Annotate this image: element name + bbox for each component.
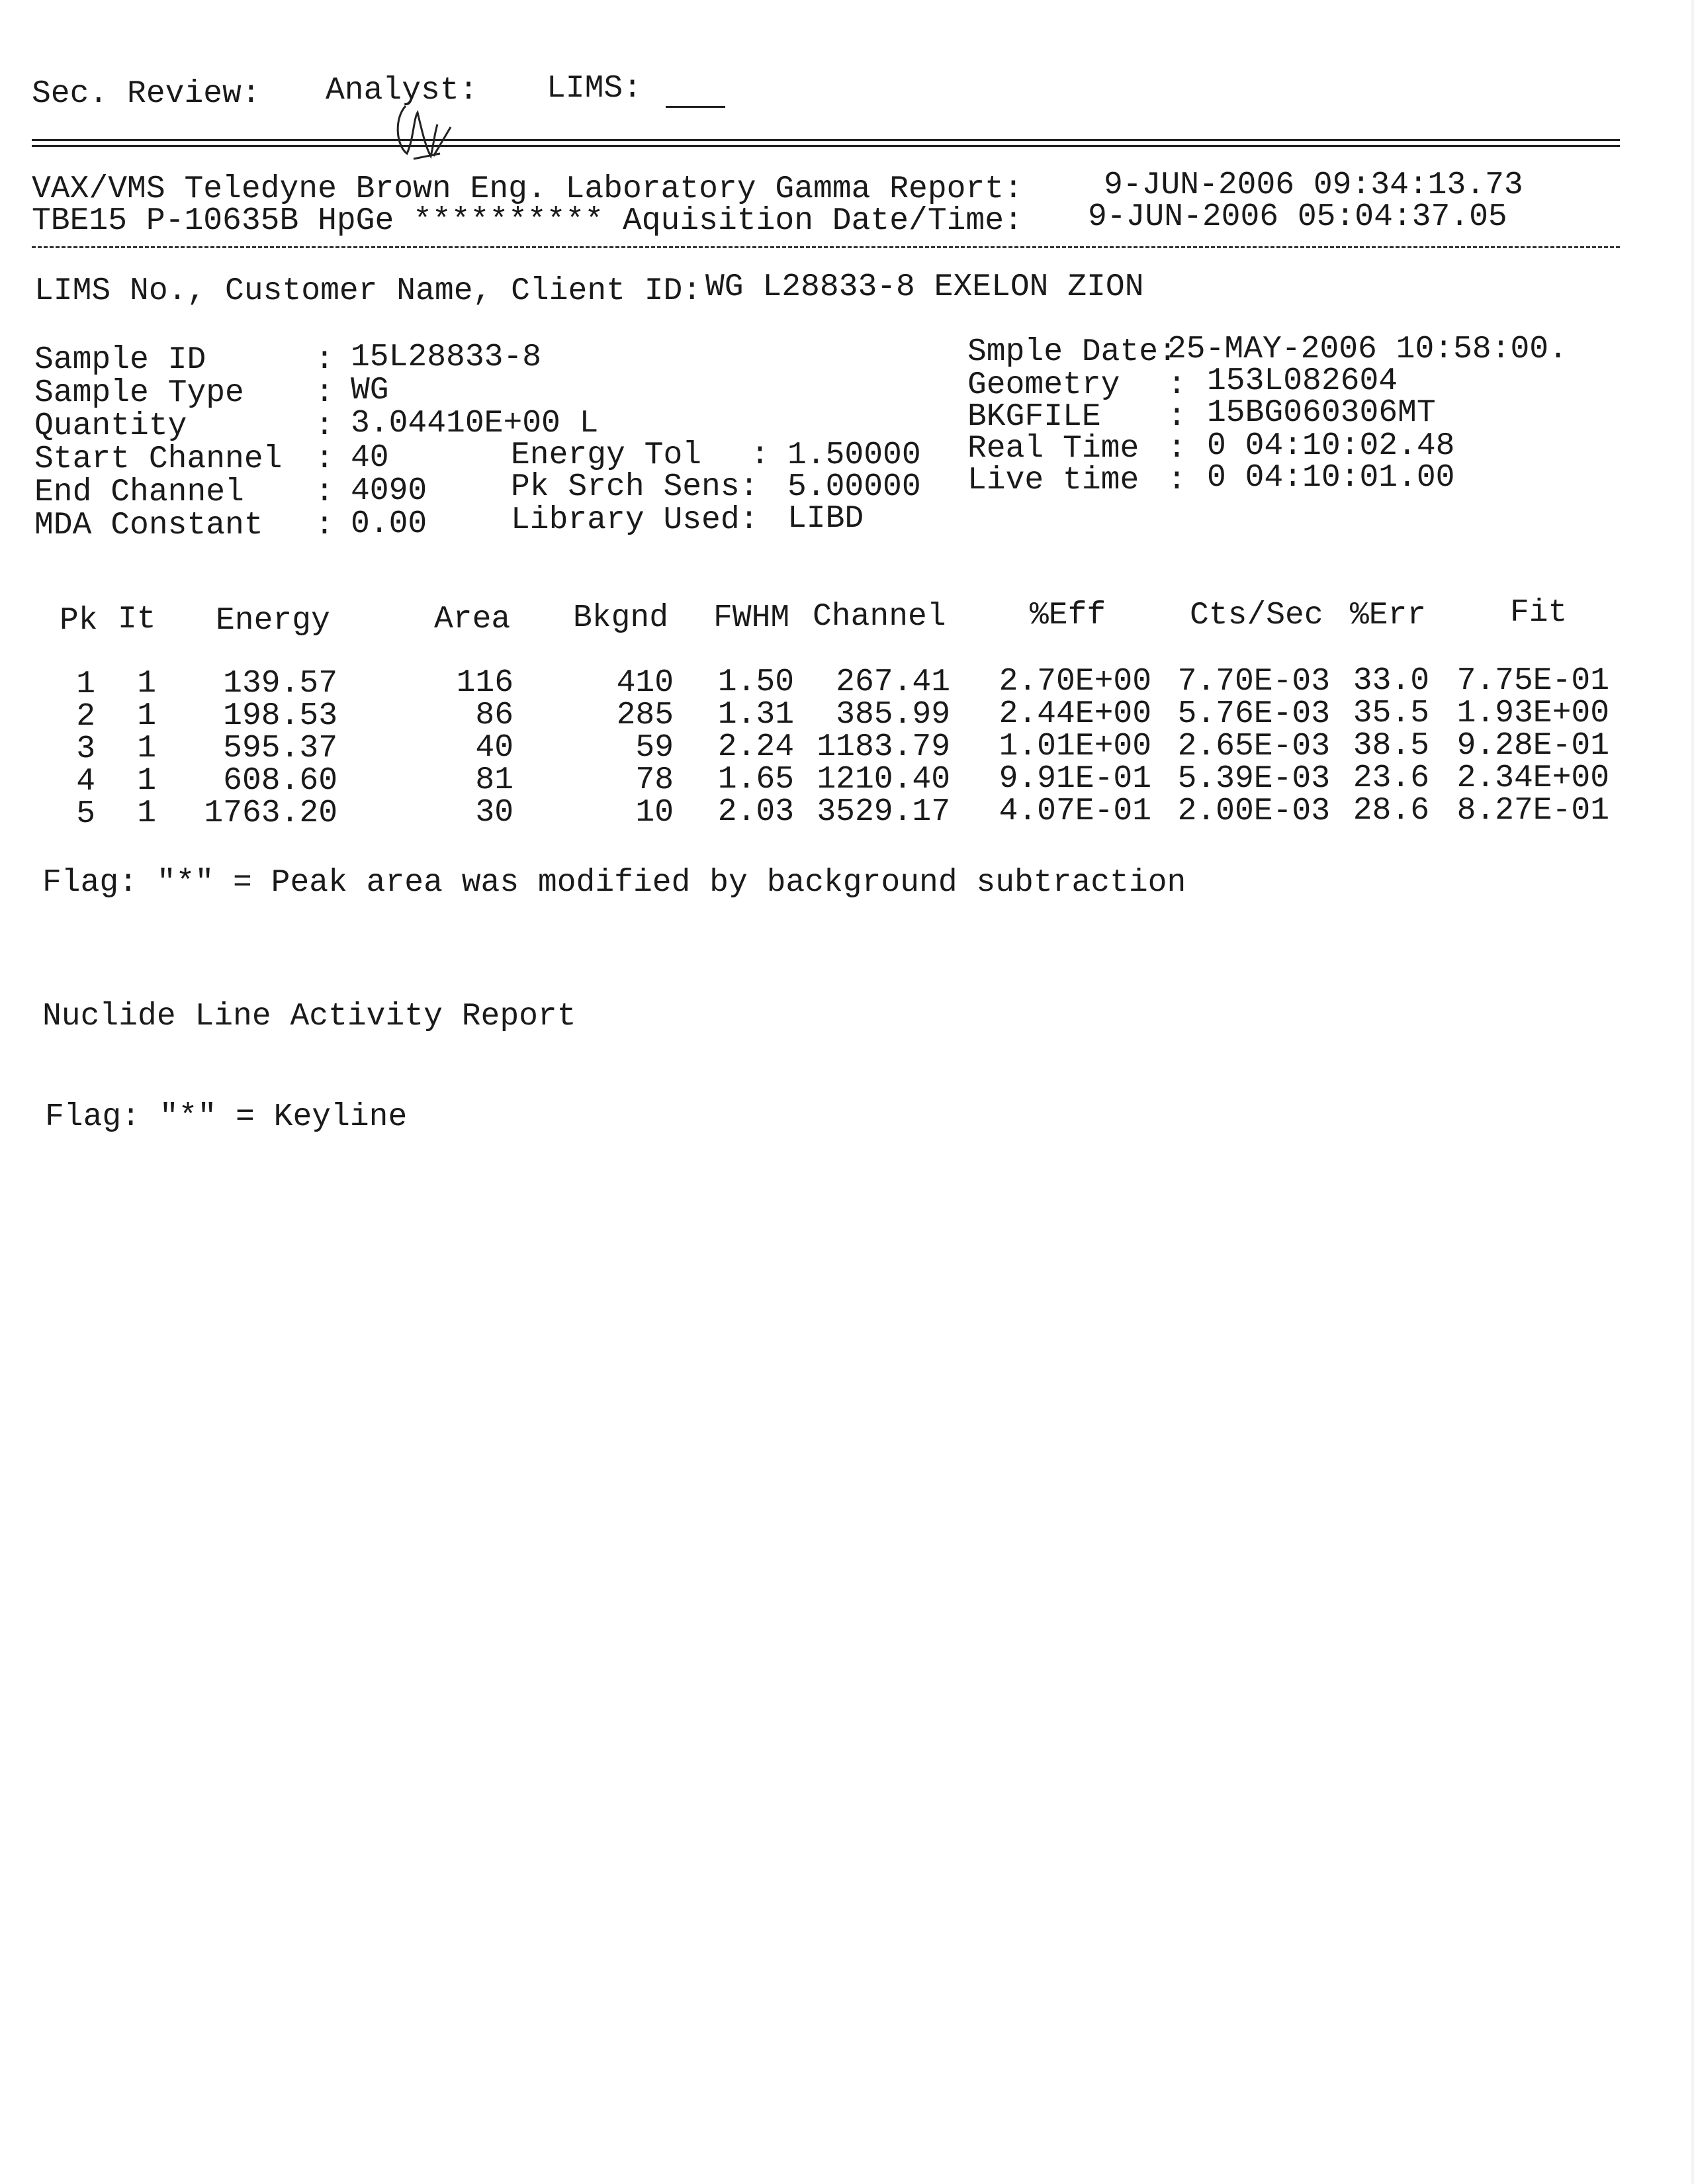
- param-label: Start Channel: [34, 441, 283, 477]
- bkgfile-value: 15BG060306MT: [1207, 395, 1436, 431]
- flag-peak-area-note: Flag: "*" = Peak area was modified by background subtraction: [42, 865, 1186, 901]
- table-cell-area: 116: [456, 665, 513, 702]
- col-header: Pk: [60, 603, 98, 639]
- col-header: Channel: [813, 599, 946, 635]
- table-cell-fwhm: 2.03: [717, 794, 794, 831]
- table-cell-ctssec: 5.39E-03: [1177, 760, 1330, 797]
- table-cell-bkgnd: 59: [635, 729, 674, 766]
- end-channel-value: 4090: [351, 473, 427, 509]
- param-label: BKGFILE: [967, 399, 1101, 435]
- col-header: FWHM: [713, 600, 790, 636]
- geometry-value: 153L082604: [1207, 363, 1398, 399]
- param-label: End Channel: [34, 475, 244, 510]
- param-label: Sample Type: [34, 375, 244, 411]
- table-cell-fwhm: 2.24: [717, 729, 794, 766]
- col-header: Energy: [216, 603, 330, 639]
- table-row: [0, 792, 1694, 833]
- analyst-label: Analyst:: [326, 73, 478, 109]
- dashed-rule: [32, 246, 1620, 248]
- table-cell-ctssec: 7.70E-03: [1177, 663, 1330, 700]
- table-cell-fwhm: 1.31: [717, 697, 794, 733]
- param-colon: :: [315, 375, 334, 411]
- analyst-initials-signature: [387, 93, 473, 165]
- col-header: %Err: [1350, 598, 1427, 633]
- table-cell-energy: 139.57: [223, 665, 337, 702]
- table-cell-it: 1: [137, 698, 156, 735]
- detector-line: TBE15 P-10635B HpGe ********** Aquisition Date/Time:: [32, 203, 1023, 239]
- pk-srch-sens-value: 5.00000: [787, 469, 921, 505]
- param-colon: :: [1167, 399, 1186, 435]
- report-title: VAX/VMS Teledyne Brown Eng. Laboratory Gamma Report:: [32, 171, 1023, 207]
- param-label: Library Used:: [511, 502, 759, 538]
- table-cell-eff: 2.44E+00: [999, 696, 1151, 733]
- param-colon: :: [315, 408, 334, 444]
- param-colon: :: [1167, 463, 1186, 498]
- table-cell-ctssec: 2.65E-03: [1177, 728, 1330, 764]
- param-colon: :: [1167, 367, 1186, 403]
- table-cell-energy: 595.37: [223, 730, 337, 766]
- col-header: It: [118, 602, 156, 637]
- param-label: Quantity: [34, 408, 187, 444]
- param-label: Energy Tol: [511, 437, 702, 473]
- sample-type-value: WG: [351, 373, 389, 408]
- table-cell-bkgnd: 78: [635, 762, 674, 798]
- param-colon: :: [315, 441, 334, 477]
- energy-tol-value: 1.50000: [787, 437, 921, 473]
- table-cell-ctssec: 5.76E-03: [1177, 696, 1330, 732]
- sec-review-label: Sec. Review:: [32, 76, 261, 112]
- table-cell-pk: 2: [76, 698, 95, 735]
- table-cell-err: 28.6: [1353, 793, 1429, 829]
- acquisition-datetime: 9-JUN-2006 05:04:37.05: [1088, 199, 1507, 235]
- table-cell-err: 35.5: [1353, 696, 1429, 732]
- table-cell-pk: 4: [76, 763, 95, 799]
- param-label: Smple Date:: [967, 334, 1177, 370]
- col-header: Area: [434, 602, 511, 637]
- table-cell-err: 33.0: [1353, 663, 1429, 700]
- nuclide-report-title: Nuclide Line Activity Report: [42, 999, 576, 1034]
- table-cell-fit: 9.28E-01: [1456, 727, 1609, 764]
- double-rule-top: [32, 139, 1620, 141]
- col-header: Bkgnd: [573, 600, 669, 636]
- table-cell-channel: 267.41: [836, 664, 950, 700]
- peak-table-header: [0, 595, 1694, 641]
- table-cell-channel: 1210.40: [817, 761, 950, 797]
- table-cell-fwhm: 1.50: [717, 664, 794, 701]
- table-cell-eff: 9.91E-01: [999, 761, 1151, 797]
- table-cell-eff: 4.07E-01: [999, 794, 1151, 830]
- mda-constant-value: 0.00: [351, 506, 427, 542]
- table-cell-channel: 3529.17: [817, 794, 950, 830]
- table-cell-area: 81: [475, 762, 513, 799]
- table-cell-eff: 2.70E+00: [999, 664, 1151, 700]
- table-cell-area: 40: [475, 730, 513, 766]
- table-cell-channel: 1183.79: [817, 729, 950, 765]
- table-cell-fit: 2.34E+00: [1456, 760, 1609, 796]
- sample-id-value: 15L28833-8: [351, 340, 542, 375]
- flag-keyline-note: Flag: "*" = Keyline: [45, 1099, 408, 1135]
- lims-client-label: LIMS No., Customer Name, Client ID:: [34, 273, 702, 309]
- table-cell-energy: 198.53: [223, 698, 337, 734]
- table-cell-eff: 1.01E+00: [999, 729, 1151, 765]
- param-colon: :: [1167, 431, 1186, 467]
- table-cell-it: 1: [137, 763, 156, 799]
- table-cell-bkgnd: 285: [616, 697, 674, 733]
- table-cell-err: 38.5: [1353, 728, 1429, 764]
- table-cell-pk: 5: [76, 796, 95, 832]
- param-label: Live time: [967, 463, 1139, 498]
- table-cell-energy: 608.60: [223, 762, 337, 799]
- lims-blank-line: [666, 106, 725, 108]
- table-cell-pk: 1: [76, 666, 95, 702]
- table-cell-bkgnd: 10: [635, 794, 674, 831]
- param-label: Geometry: [967, 367, 1120, 403]
- table-cell-it: 1: [137, 666, 156, 702]
- table-cell-fit: 7.75E-01: [1456, 662, 1609, 699]
- table-cell-it: 1: [137, 731, 156, 767]
- param-colon: :: [750, 437, 770, 473]
- live-time-value: 0 04:10:01.00: [1207, 460, 1455, 496]
- scan-edge: [1691, 0, 1694, 2184]
- quantity-value: 3.04410E+00 L: [351, 406, 599, 441]
- library-used-value: LIBD: [787, 501, 864, 537]
- table-cell-err: 23.6: [1353, 760, 1429, 797]
- param-label: MDA Constant: [34, 508, 263, 543]
- col-header: Cts/Sec: [1190, 598, 1323, 633]
- real-time-value: 0 04:10:02.48: [1207, 428, 1455, 464]
- table-cell-ctssec: 2.00E-03: [1177, 793, 1330, 829]
- param-label: Pk Srch Sens:: [511, 469, 759, 505]
- lims-client-value: WG L28833-8 EXELON ZION: [705, 269, 1144, 305]
- table-cell-fwhm: 1.65: [717, 762, 794, 798]
- table-cell-energy: 1763.20: [204, 795, 337, 831]
- param-colon: :: [315, 508, 334, 543]
- lims-review-label: LIMS:: [547, 71, 643, 107]
- table-cell-fit: 1.93E+00: [1456, 695, 1609, 731]
- param-label: Sample ID: [34, 342, 206, 378]
- report-datetime: 9-JUN-2006 09:34:13.73: [1104, 167, 1523, 203]
- table-cell-channel: 385.99: [836, 696, 950, 733]
- col-header: Fit: [1510, 595, 1568, 631]
- table-cell-pk: 3: [76, 731, 95, 767]
- table-cell-area: 86: [475, 698, 513, 734]
- table-cell-fit: 8.27E-01: [1456, 792, 1609, 829]
- param-colon: :: [315, 475, 334, 510]
- table-cell-bkgnd: 410: [616, 664, 674, 701]
- sample-date-value: 25-MAY-2006 10:58:00.: [1167, 332, 1568, 367]
- col-header: %Eff: [1030, 598, 1106, 633]
- start-channel-value: 40: [351, 440, 389, 476]
- table-cell-area: 30: [475, 795, 513, 831]
- param-label: Real Time: [967, 431, 1139, 467]
- param-colon: :: [315, 342, 334, 378]
- table-cell-it: 1: [137, 796, 156, 832]
